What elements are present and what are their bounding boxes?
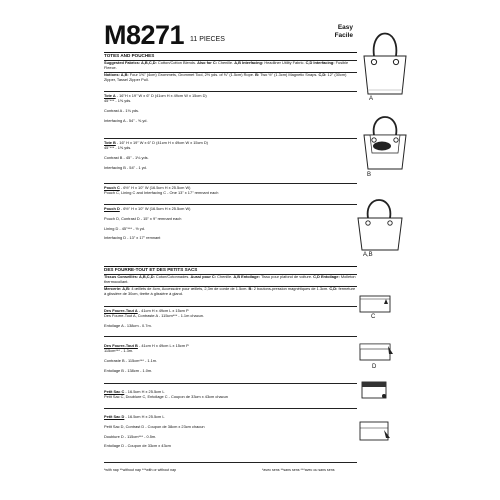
tote-a-block: Tote A - 16"H x 19" W x 6" D (41cm H x 49cm W x 15cm D) 45"*** - 1⅝ yds. Contrast A - 1⅛ yds. Interfacing A - 54" - ⅝ yd.: [104, 93, 207, 123]
petit-sac-c-block: Petit Sac C - 16.5cm H x 25.5cm L Petit Sac C, Doublure C, Entoilage C - Coupon de 33cm x 43cm chacun: [104, 389, 228, 399]
section-title-fr: DES FOURRE-TOUT ET DES PETITS SACS: [104, 267, 198, 272]
piece-count: 11 PIECES: [190, 36, 225, 43]
flat-view-2: [358, 420, 392, 444]
section-title-en: TOTES AND POUCHES: [104, 53, 155, 58]
view-label-a: A: [369, 96, 374, 102]
pouch-d-block: Pouch D - 6½" H x 10" W (16.5cm H x 25.5cm W) Pouch D, Contrast D - 15" x 9" remnant each Lining D - 45"*** - ½ yd. Interfacing D - 13" x 17" remnant: [104, 206, 191, 241]
view-label-ab: A,B: [363, 252, 373, 258]
difficulty-level: [328, 24, 353, 40]
divider: [104, 306, 357, 307]
divider: [104, 383, 357, 384]
divider: [104, 183, 357, 184]
difficulty-en: Easy: [337, 24, 353, 31]
pattern-number: M8271: [104, 20, 185, 50]
view-label-d: D: [372, 364, 377, 370]
divider: [104, 408, 357, 409]
fourre-tout-b-block: Des Fourre-Tout B - 41cm H x 49cm L x 15cm P 115cm*** - 1.3m. Contraste B - 115cm*** - 1.1m. Entoilage B - 138cm - 1.0m.: [104, 343, 189, 373]
tissus-conseilles: Tissus Conseillés: A,B,C,D: Coton/Cotonnades. Aussi pour C: Chenille. A,B Entoilage: Tissu pour plafond de voiture. C,D Entoilage: Molleton thermocollant.: [104, 274, 357, 284]
divider: [104, 336, 357, 337]
pouch-d-illustration: [358, 340, 394, 364]
footer-nap-en: *with nap **without nap ***with or without nap: [104, 468, 177, 472]
tote-ab-illustration: [354, 196, 406, 252]
view-label-b: B: [367, 172, 372, 178]
view-label-c: C: [371, 314, 376, 320]
tote-a-illustration: [360, 22, 410, 97]
mercerie: Mercerie: A,B: 4 œillets de 4cm, Accessoire pour œillets, 2,3m de corde de 1.5cm. B: 2 boutons-pression magnétiques de 1.3cm. C,D: fermeture à glissière de 30cm, tirette à glissière à gland.: [104, 286, 357, 296]
fourre-tout-a-block: Des Fourre-Tout A - 41cm H x 49cm L x 15cm P Des Fourre-Tout A, Contraste A - 115cm*** - 1.1m chacun. Entoilage A - 138cm - 0.7m.: [104, 308, 205, 328]
tote-b-illustration: [360, 113, 410, 173]
divider: [104, 462, 357, 463]
pouch-c-block: Pouch C - 6½" H x 10" W (16.5cm H x 25.5cm W) Pouch C, Lining C and Interfacing C - One 13" x 17" remnant each: [104, 185, 219, 195]
notions: Notions: A,B: Four 1⅝" (4cm) Grommets, Grommet Tool, 2½ yds. of ⅝" (1.5cm) Rope. B: Two ½" (1.3cm) Magnetic Snaps. C,D: 12" (30cm) Zipper, Tassel Zipper Pull.: [104, 72, 348, 82]
footer-nap-fr: *avec sens **sans sens ***avec ou sans sens: [262, 468, 335, 472]
tote-b-block: Tote B - 16" H x 19" W x 6" D (41cm H x 49cm W x 15cm D) 45"*** - 1⅝ yds. Contrast B - 45" - 1⅛ yds. Interfacing B - 54" - 1 yd.: [104, 140, 208, 170]
pouch-c-illustration: [358, 292, 392, 314]
divider: [104, 204, 357, 205]
divider: [104, 91, 357, 92]
difficulty-fr: Facile: [334, 32, 353, 39]
flat-view-1: [360, 380, 390, 402]
suggested-fabrics: Suggested Fabrics: A,B,C,D: Cotton/Cotton Blends. Also for C: Chenille. A,B Interfacing: Headliner Utility Fabric. C,D Interfacing: Fusible Fleece.: [104, 60, 350, 70]
petit-sac-d-block: Petit Sac D - 16.5cm H x 25.5cm L Petit Sac D, Contrast D - Coupon de 38cm x 23cm chacun Doublure D - 115cm*** - 0.5m. Entoilage D - Coupon de 33cm x 43cm: [104, 414, 205, 449]
divider: [104, 138, 357, 139]
